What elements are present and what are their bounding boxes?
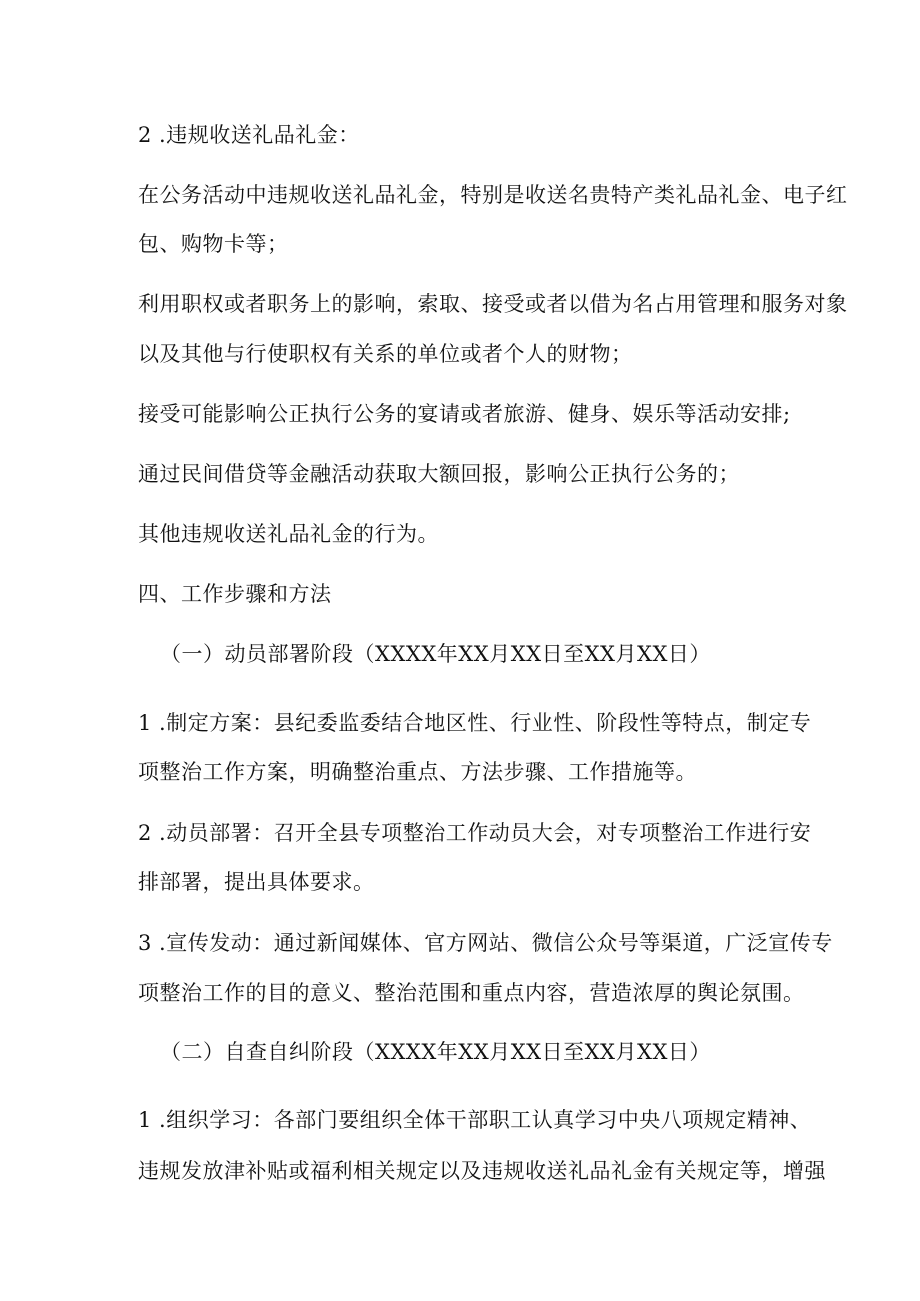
item-heading-gifts: 2 .违规收送礼品礼金： xyxy=(138,123,360,147)
paragraph-line: 在公务活动中违规收送礼品礼金，特别是收送名贵特产类礼品礼金、电子红 xyxy=(138,183,848,207)
paragraph-line: 2 .动员部署：召开全县专项整治工作动员大会，对专项整治工作进行安 xyxy=(138,821,812,845)
paragraph-line: 3 .宣传发动：通过新闻媒体、官方网站、微信公众号等渠道，广泛宣传专 xyxy=(138,931,833,955)
paragraph-line: 1 .制定方案：县纪委监委结合地区性、行业性、阶段性等特点，制定专 xyxy=(138,711,812,735)
section-heading: 四、工作步骤和方法 xyxy=(138,582,332,606)
paragraph-line: 违规发放津补贴或福利相关规定以及违规收送礼品礼金有关规定等，增强 xyxy=(138,1159,826,1183)
paragraph-line: 1 .组织学习：各部门要组织全体干部职工认真学习中央八项规定精神、 xyxy=(138,1108,812,1132)
paragraph-line: 项整治工作的目的意义、整治范围和重点内容，营造浓厚的舆论氛围。 xyxy=(138,981,805,1005)
paragraph-line: 通过民间借贷等金融活动获取大额回报，影响公正执行公务的； xyxy=(138,462,740,486)
paragraph-line: 包、购物卡等； xyxy=(138,232,289,256)
paragraph-line: 其他违规收送礼品礼金的行为。 xyxy=(138,522,439,546)
subsection-heading: （一）动员部署阶段（XXXX年XX月XX日至XX月XX日） xyxy=(160,642,711,666)
paragraph-line: 排部署，提出具体要求。 xyxy=(138,870,375,894)
subsection-heading: （二）自查自纠阶段（XXXX年XX月XX日至XX月XX日） xyxy=(160,1040,711,1064)
paragraph-line: 以及其他与行使职权有关系的单位或者个人的财物； xyxy=(138,342,633,366)
paragraph-line: 项整治工作方案，明确整治重点、方法步骤、工作措施等。 xyxy=(138,760,697,784)
paragraph-line: 接受可能影响公正执行公务的宴请或者旅游、健身、娱乐等活动安排; xyxy=(138,402,791,426)
paragraph-line: 利用职权或者职务上的影响，索取、接受或者以借为名占用管理和服务对象 xyxy=(138,292,848,316)
